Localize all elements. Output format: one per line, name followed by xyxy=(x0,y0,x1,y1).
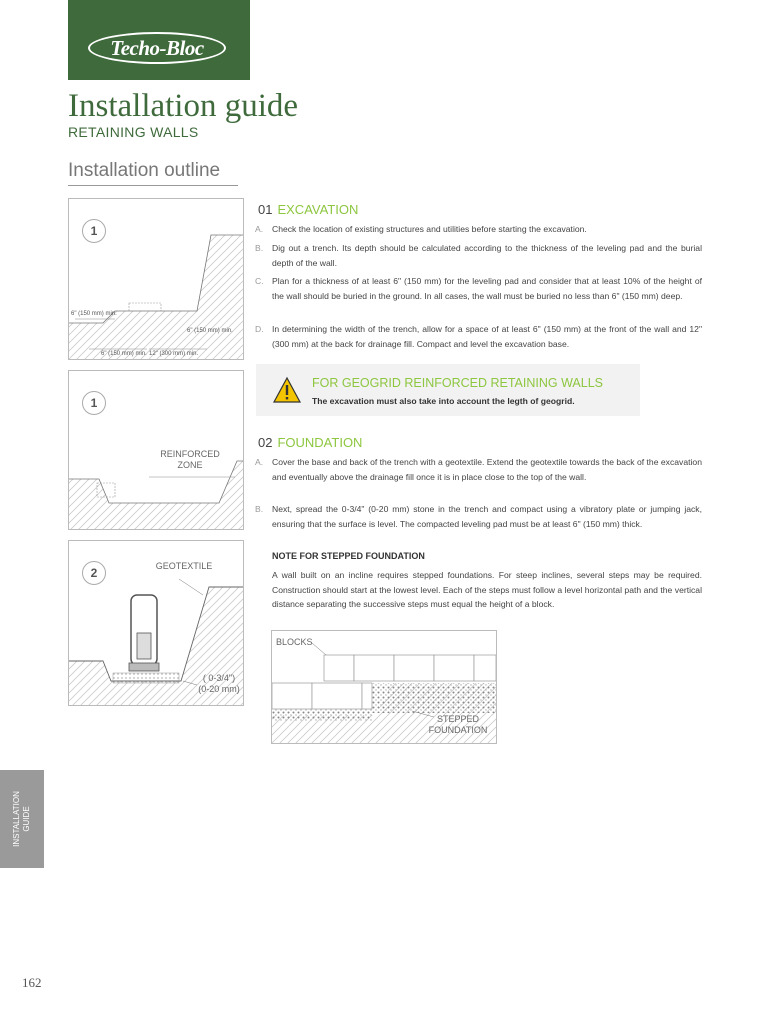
warning-icon xyxy=(272,376,302,404)
page-title: Installation guide xyxy=(68,88,299,124)
list-text: In determining the width of the trench, allow for a space of at least 6" (150 mm) at the front of the wall and 12" (300 mm) at the back for drainage fill. Compact and level the excavation base. xyxy=(272,324,702,349)
list-item xyxy=(255,502,702,531)
section-outline-title: Installation outline xyxy=(68,160,238,186)
stepped-foundation-note-title: NOTE FOR STEPPED FOUNDATION xyxy=(272,551,425,561)
stepped-foundation-label: STEPPED FOUNDATION xyxy=(428,714,488,735)
stone-size-metric-label: (0-20 mm) xyxy=(198,684,240,694)
list-item xyxy=(255,455,702,484)
list-letter: B. xyxy=(255,243,264,253)
side-tab-line2: GUIDE xyxy=(22,806,31,832)
side-section-tab xyxy=(0,770,44,868)
list-item xyxy=(255,274,702,303)
side-tab-line1: INSTALLATION xyxy=(12,791,21,847)
list-text: Plan for a thickness of at least 6" (150 mm) for the leveling pad and consider that at least 10% of the height of the wall should be buried in the ground. In all cases, the wall must be buried no less than 6" (150 mm) deep. xyxy=(272,276,702,301)
dim-label-front: 6" (150 mm) min. xyxy=(101,351,147,357)
warning-title: FOR GEOGRID REINFORCED RETAINING WALLS xyxy=(312,376,603,390)
reinforced-zone-label: REINFORCED ZONE xyxy=(160,449,220,470)
figure-reinforced-zone xyxy=(68,370,244,530)
figure-excavation xyxy=(68,198,244,360)
section-excavation-heading xyxy=(258,202,358,217)
list-letter: A. xyxy=(255,457,264,467)
step-number-badge: 2 xyxy=(82,561,106,585)
dim-label-back: 12" (300 mm) min. xyxy=(149,351,199,357)
section-title: FOUNDATION xyxy=(277,435,363,450)
section-title: EXCAVATION xyxy=(277,202,359,217)
blocks-label: BLOCKS xyxy=(276,637,313,647)
list-text: Check the location of existing structures and utilities before starting the excavation. xyxy=(272,224,587,234)
side-tab-text xyxy=(12,791,32,847)
dim-label-depth-left: 6" (150 mm) min. xyxy=(71,311,117,317)
warning-text: The excavation must also take into account the legth of geogrid. xyxy=(312,396,575,406)
dim-label-depth-right: 6" (150 mm) min. xyxy=(187,328,233,334)
list-text: Next, spread the 0-3/4" (0-20 mm) stone in the trench and compact using a vibratory plate or jumping jack, ensuring that the surface is level. The compacted leveling pad must be at least 6" (150 mm) thick. xyxy=(272,504,702,529)
stepped-foundation-note-text: A wall built on an incline requires stepped foundations. For steep inclines, several steps may be required. Construction should start at the lowest level. Each of the steps must follow a level horizontal path and the vertical distance separating the successive steps must equal the height of a block. xyxy=(272,570,702,609)
list-item xyxy=(255,222,702,237)
list-letter: C. xyxy=(255,276,264,286)
brand-logo xyxy=(68,0,250,80)
list-item xyxy=(255,241,702,270)
geogrid-warning-box xyxy=(256,364,640,416)
figure-stepped-foundation xyxy=(271,630,497,744)
geotextile-label: GEOTEXTILE xyxy=(155,561,213,571)
section-foundation-heading xyxy=(258,435,362,450)
list-letter: D. xyxy=(255,324,264,334)
logo-text: Techo-Bloc xyxy=(110,36,204,60)
figure-geotextile xyxy=(68,540,244,706)
section-number: 02 xyxy=(258,435,273,450)
list-text: Dig out a trench. Its depth should be calculated according to the thickness of the leveling pad and the burial depth of the wall. xyxy=(272,243,702,268)
stone-size-imperial-label: ( 0-3/4") xyxy=(202,673,236,683)
page-number: 162 xyxy=(22,975,42,990)
list-text: Cover the base and back of the trench with a geotextile. Extend the geotextile towards the back of the excavation and eventually above the drainage fill once it is in place close to the top of the wall. xyxy=(272,457,702,482)
step-number-badge: 1 xyxy=(82,219,106,243)
step-number-badge: 1 xyxy=(82,391,106,415)
page-subtitle: RETAINING WALLS xyxy=(68,124,199,140)
list-letter: A. xyxy=(255,224,264,234)
list-letter: B. xyxy=(255,504,264,514)
section-number: 01 xyxy=(258,202,273,217)
list-item xyxy=(255,322,702,351)
